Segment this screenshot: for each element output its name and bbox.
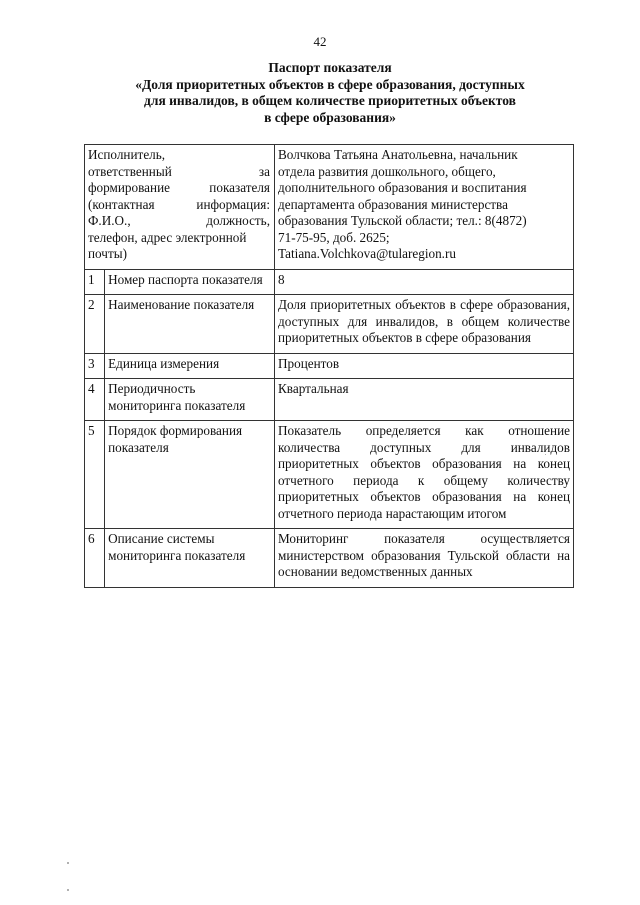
executor-label-line: почты) xyxy=(88,246,127,261)
executor-label-line: Исполнитель, xyxy=(88,147,166,162)
executor-label-word: ответственный xyxy=(88,163,172,179)
executor-value-line: дополнительного образования и воспитания xyxy=(278,180,527,195)
table-row xyxy=(85,421,574,529)
row-label: Наименование показателя xyxy=(105,295,275,354)
passport-table xyxy=(84,144,574,588)
executor-value-line: Волчкова Татьяна Анатольевна, начальник xyxy=(278,147,518,162)
executor-label-cell xyxy=(85,145,275,270)
executor-label-word: за xyxy=(258,163,270,179)
executor-label-word: показателя xyxy=(209,180,270,195)
row-label: Описание системы мониторинга показателя xyxy=(105,529,275,588)
executor-label-line xyxy=(88,180,270,197)
table-row xyxy=(85,353,574,379)
executor-label-word: должность, xyxy=(206,213,270,228)
executor-value-line: 71-75-95, доб. 2625; xyxy=(278,229,390,245)
row-value: Показатель определяется как отношение количества доступных для инвалидов приоритетных объектов образования на конец отчетного периода к общему количеству приоритетных объектов образования на конец отчетного периода нарастающим итогом xyxy=(275,421,574,529)
row-label: Номер паспорта показателя xyxy=(105,269,275,295)
title-line: Паспорт показателя xyxy=(268,60,392,75)
scan-speck xyxy=(545,454,546,455)
executor-label-line xyxy=(88,197,270,214)
table-row xyxy=(85,379,574,421)
row-value: Мониторинг показателя осуществляется министерством образования Тульской области на основании ведомственных данных xyxy=(275,529,574,588)
executor-label-word: (контактная xyxy=(88,196,155,212)
title-line: «Доля приоритетных объектов в сфере образования, доступных xyxy=(135,76,525,92)
scan-speck xyxy=(67,889,69,891)
table-row xyxy=(85,269,574,295)
executor-label-word: формирование xyxy=(88,180,170,195)
row-number: 5 xyxy=(85,421,105,529)
executor-value-line: департамента образования министерства xyxy=(278,196,508,212)
page-number: 42 xyxy=(313,34,327,49)
executor-value-cell xyxy=(275,145,574,270)
executor-label-word: информация: xyxy=(196,196,270,212)
executor-label-word: Ф.И.О., xyxy=(88,213,131,228)
row-number: 1 xyxy=(85,269,105,295)
scan-speck xyxy=(67,862,69,864)
title-line: для инвалидов, в общем количестве приоритетных объектов xyxy=(144,93,516,108)
row-value: Процентов xyxy=(275,353,574,379)
table-row xyxy=(85,529,574,588)
row-label: Порядок формирования показателя xyxy=(105,421,275,529)
executor-label-line xyxy=(88,164,270,181)
row-label: Единица измерения xyxy=(105,353,275,379)
executor-value-line: образования Тульской области; тел.: 8(4872) xyxy=(278,213,527,228)
row-number: 3 xyxy=(85,353,105,379)
title-line: в сфере образования» xyxy=(264,109,396,125)
row-number: 2 xyxy=(85,295,105,354)
document-title xyxy=(80,60,580,126)
executor-row xyxy=(85,145,574,270)
row-value: 8 xyxy=(275,269,574,295)
table-row xyxy=(85,295,574,354)
row-number: 4 xyxy=(85,379,105,421)
row-value: Доля приоритетных объектов в сфере образования, доступных для инвалидов, в общем количестве приоритетных объектов в сфере образования xyxy=(275,295,574,354)
executor-label-line xyxy=(88,213,270,230)
row-value: Квартальная xyxy=(275,379,574,421)
row-number: 6 xyxy=(85,529,105,588)
row-label: Периодичность мониторинга показателя xyxy=(105,379,275,421)
executor-email: Tatiana.Volchkova@tularegion.ru xyxy=(278,246,456,261)
executor-label-line: телефон, адрес электронной xyxy=(88,229,247,245)
executor-value-line: отдела развития дошкольного, общего, xyxy=(278,163,496,179)
